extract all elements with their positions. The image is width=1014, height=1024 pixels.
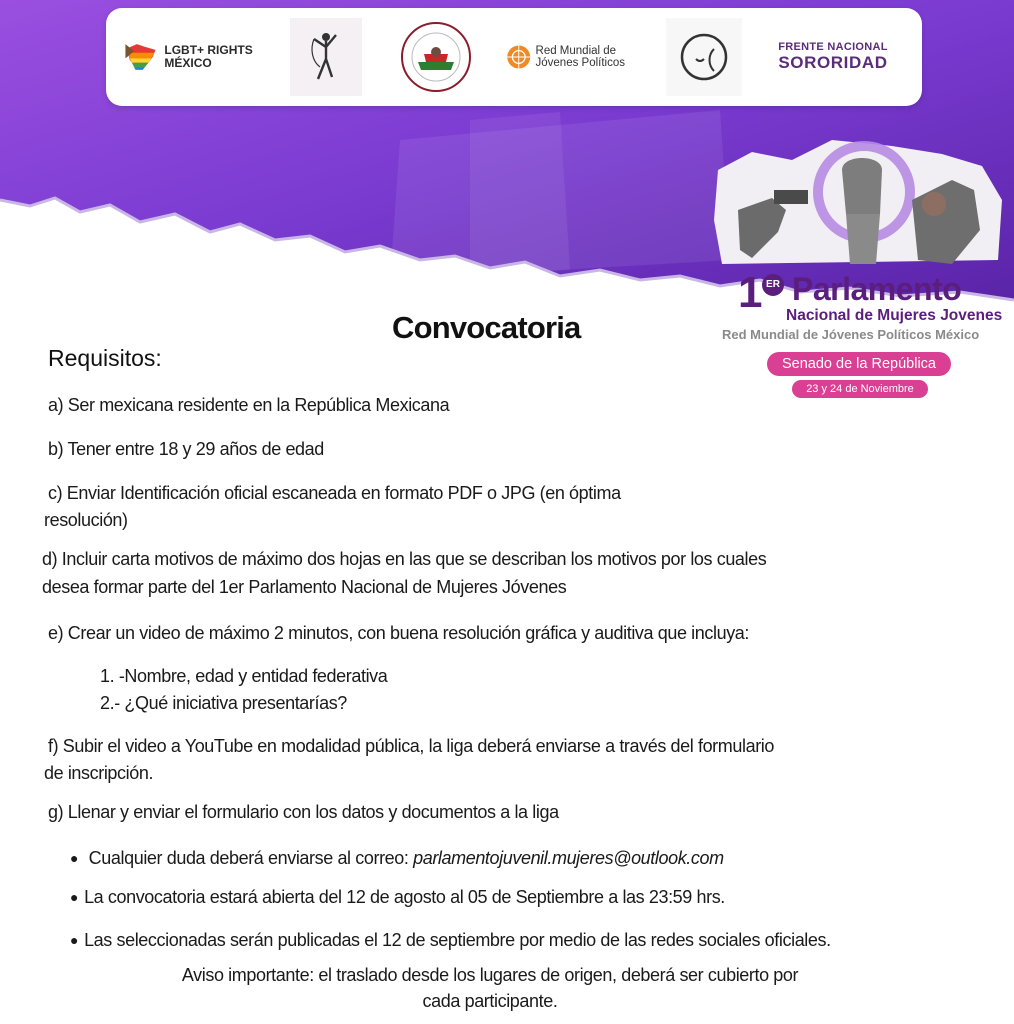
requirement-f-line1: f) Subir el video a YouTube en modalidad pública, la liga deberá enviarse a través del formulario bbox=[48, 736, 774, 756]
requirement-a: a) Ser mexicana residente en la República Mexicana bbox=[48, 395, 450, 415]
contact-email-link[interactable]: parlamentojuvenil.mujeres@outlook.com bbox=[413, 848, 724, 868]
requirement-e-sub1: 1. -Nombre, edad y entidad federativa bbox=[100, 666, 388, 686]
dancer-logo bbox=[290, 18, 362, 96]
doubts-text: Cualquier duda deberá enviarse al correo: bbox=[88, 848, 414, 868]
dates-badge: 23 y 24 de Noviembre bbox=[792, 380, 928, 398]
notice-line1: Aviso importante: el traslado desde los lugares de origen, deberá ser cubierto por bbox=[181, 965, 799, 985]
requirement-c-line1: c) Enviar Identificación oficial escaneada en formato PDF o JPG (en óptima bbox=[48, 483, 621, 503]
globe-icon bbox=[506, 37, 532, 77]
senate-seal-icon bbox=[399, 20, 473, 94]
requirements-heading: Requisitos: bbox=[48, 345, 162, 371]
requirement-e: e) Crear un video de máximo 2 minutos, con buena resolución gráfica y auditiva que incluya: bbox=[48, 623, 750, 643]
venue-badge: Senado de la República bbox=[767, 352, 951, 376]
lgbt-rights-mexico-logo bbox=[124, 18, 264, 96]
sponsor-logo-bar bbox=[106, 8, 922, 106]
te-acompano-logo bbox=[666, 18, 742, 96]
notice-line2: cada participante. bbox=[422, 991, 558, 1011]
frente-top-text: FRENTE NACIONAL bbox=[778, 41, 888, 53]
bullet-doubts bbox=[70, 845, 724, 871]
event-subtitle: Nacional de Mujeres Jovenes bbox=[786, 307, 1003, 324]
requirement-g: g) Llenar y enviar el formulario con los datos y documentos a la liga bbox=[48, 802, 559, 822]
parlamento-badge bbox=[712, 140, 1008, 410]
event-title: Parlamento bbox=[792, 271, 962, 307]
protest-collage-image bbox=[712, 140, 1008, 270]
frente-sororidad-logo bbox=[768, 18, 898, 96]
event-organizer: Red Mundial de Jóvenes Políticos México bbox=[722, 327, 980, 342]
bullet-selected: ● Las seleccionadas serán publicadas el 12 de septiembre por medio de las redes sociales oficiales. bbox=[70, 927, 831, 953]
requirement-e-sub2: 2.- ¿Qué iniciativa presentarías? bbox=[100, 693, 347, 713]
edition-number: 1 bbox=[738, 268, 763, 317]
red-mundial-text: Red Mundial de Jóvenes Políticos bbox=[535, 45, 626, 69]
edition-superscript-badge: ER bbox=[762, 274, 784, 296]
lgbt-logo-text: LGBT+ RIGHTS MÉXICO bbox=[164, 43, 253, 70]
red-mundial-logo bbox=[506, 18, 646, 96]
frente-main-text: SORORIDAD bbox=[778, 53, 888, 72]
bullet-open-dates: ● La convocatoria estará abierta del 12 de agosto al 05 de Septiembre a las 23:59 hrs. bbox=[70, 884, 725, 910]
requirement-f-line2: de inscripción. bbox=[44, 763, 154, 783]
rainbow-map-icon bbox=[124, 31, 158, 83]
page-title: Convocatoria bbox=[392, 310, 581, 345]
important-notice bbox=[90, 962, 890, 1014]
requirement-d-line1: d) Incluir carta motivos de máximo dos hojas en las que se describan los motivos por los cuales bbox=[42, 549, 767, 569]
moon-face-icon bbox=[672, 25, 736, 89]
senado-seal-logo bbox=[396, 18, 476, 96]
requirement-b: b) Tener entre 18 y 29 años de edad bbox=[48, 439, 324, 459]
requirement-d-line2: desea formar parte del 1er Parlamento Nacional de Mujeres Jóvenes bbox=[42, 577, 567, 597]
dancer-figure-icon bbox=[306, 27, 346, 87]
requirement-c-line2: resolución) bbox=[44, 510, 128, 530]
